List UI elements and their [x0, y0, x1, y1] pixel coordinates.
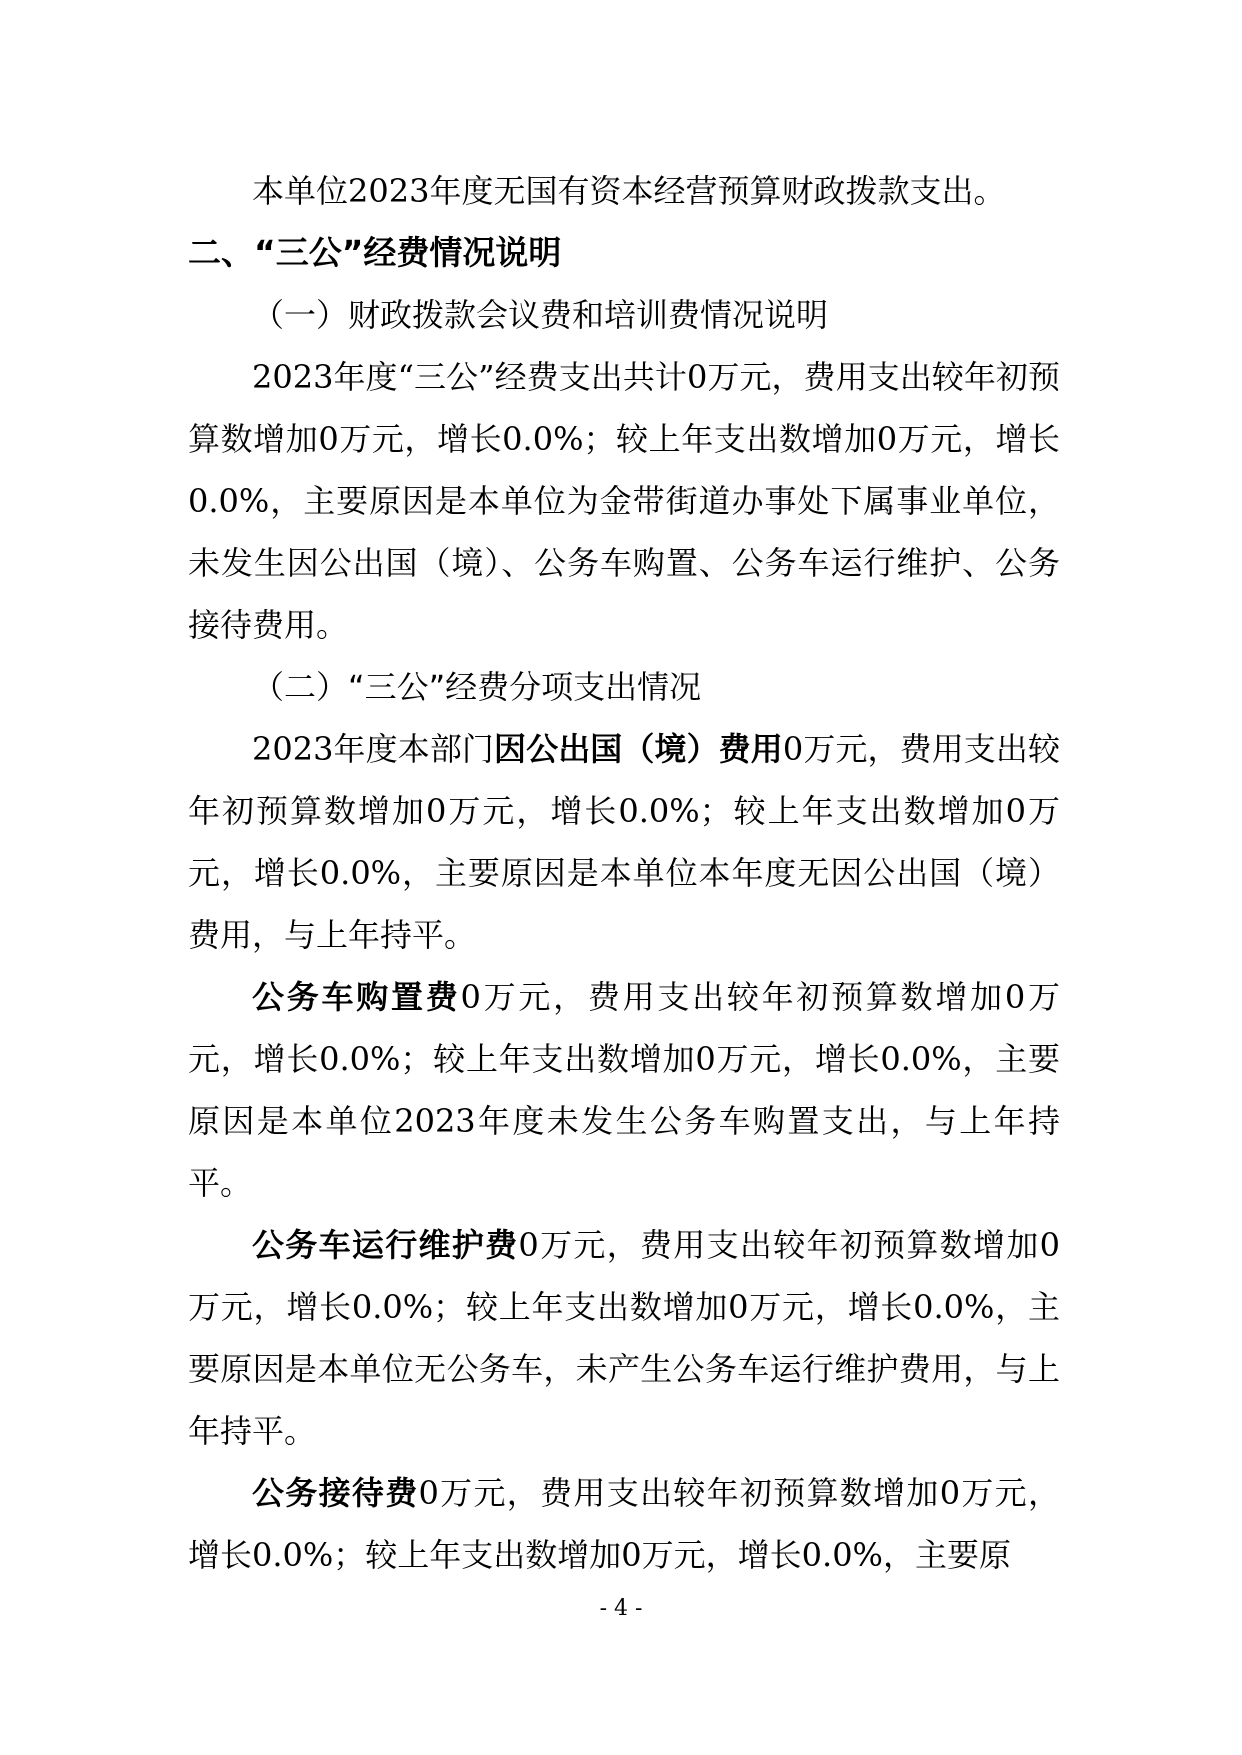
- page-number: - 4 -: [599, 1596, 643, 1621]
- reception-label: 公务接待费: [252, 1474, 419, 1512]
- document-body: [188, 160, 1060, 1586]
- overseas-travel-prefix: 2023年度本部门: [252, 730, 495, 768]
- section-heading-three-expenses: 二、“三公”经费情况说明: [188, 233, 562, 272]
- paragraph-capital-budget: 本单位2023年度无国有资本经营预算财政拨款支出。: [252, 172, 1006, 210]
- vehicle-purchase-label: 公务车购置费: [252, 978, 461, 1016]
- overseas-travel-label: 因公出国（境）费用: [494, 730, 783, 768]
- vehicle-maintenance-label: 公务车运行维护费: [252, 1226, 519, 1264]
- overseas-travel-text: 0万元，费用支出较年初预算数增加0万元，增长0.0%；较上年支出数增加0万元，增长0.0%，主要原因是本单位本年度无因公出国（境）费用，与上年持平。: [188, 730, 1060, 954]
- paragraph-vehicle-maintenance: [188, 1214, 1060, 1462]
- paragraph-reception: [188, 1462, 1060, 1586]
- subsection-heading-itemized: （二）“三公”经费分项支出情况: [252, 668, 702, 706]
- subsection-heading-meeting-training: （一）财政拨款会议费和培训费情况说明: [252, 296, 829, 334]
- paragraph-vehicle-purchase: [188, 966, 1060, 1214]
- vehicle-purchase-text: 0万元，费用支出较年初预算数增加0万元，增长0.0%；较上年支出数增加0万元，增长0.0%，主要原因是本单位2023年度未发生公务车购置支出，与上年持平。: [188, 978, 1060, 1202]
- paragraph-three-expenses-total: 2023年度“三公”经费支出共计0万元，费用支出较年初预算数增加0万元，增长0.0%；较上年支出数增加0万元，增长0.0%，主要原因是本单位为金带街道办事处下属事业单位，未发生因公出国（境）、公务车购置、公务车运行维护、公务接待费用。: [188, 358, 1060, 644]
- paragraph-overseas-travel: [188, 718, 1060, 966]
- reception-text: 0万元，费用支出较年初预算数增加0万元，增长0.0%；较上年支出数增加0万元，增长0.0%，主要原: [188, 1474, 1060, 1574]
- vehicle-maintenance-text: 0万元，费用支出较年初预算数增加0万元，增长0.0%；较上年支出数增加0万元，增长0.0%，主要原因是本单位无公务车，未产生公务车运行维护费用，与上年持平。: [188, 1226, 1060, 1450]
